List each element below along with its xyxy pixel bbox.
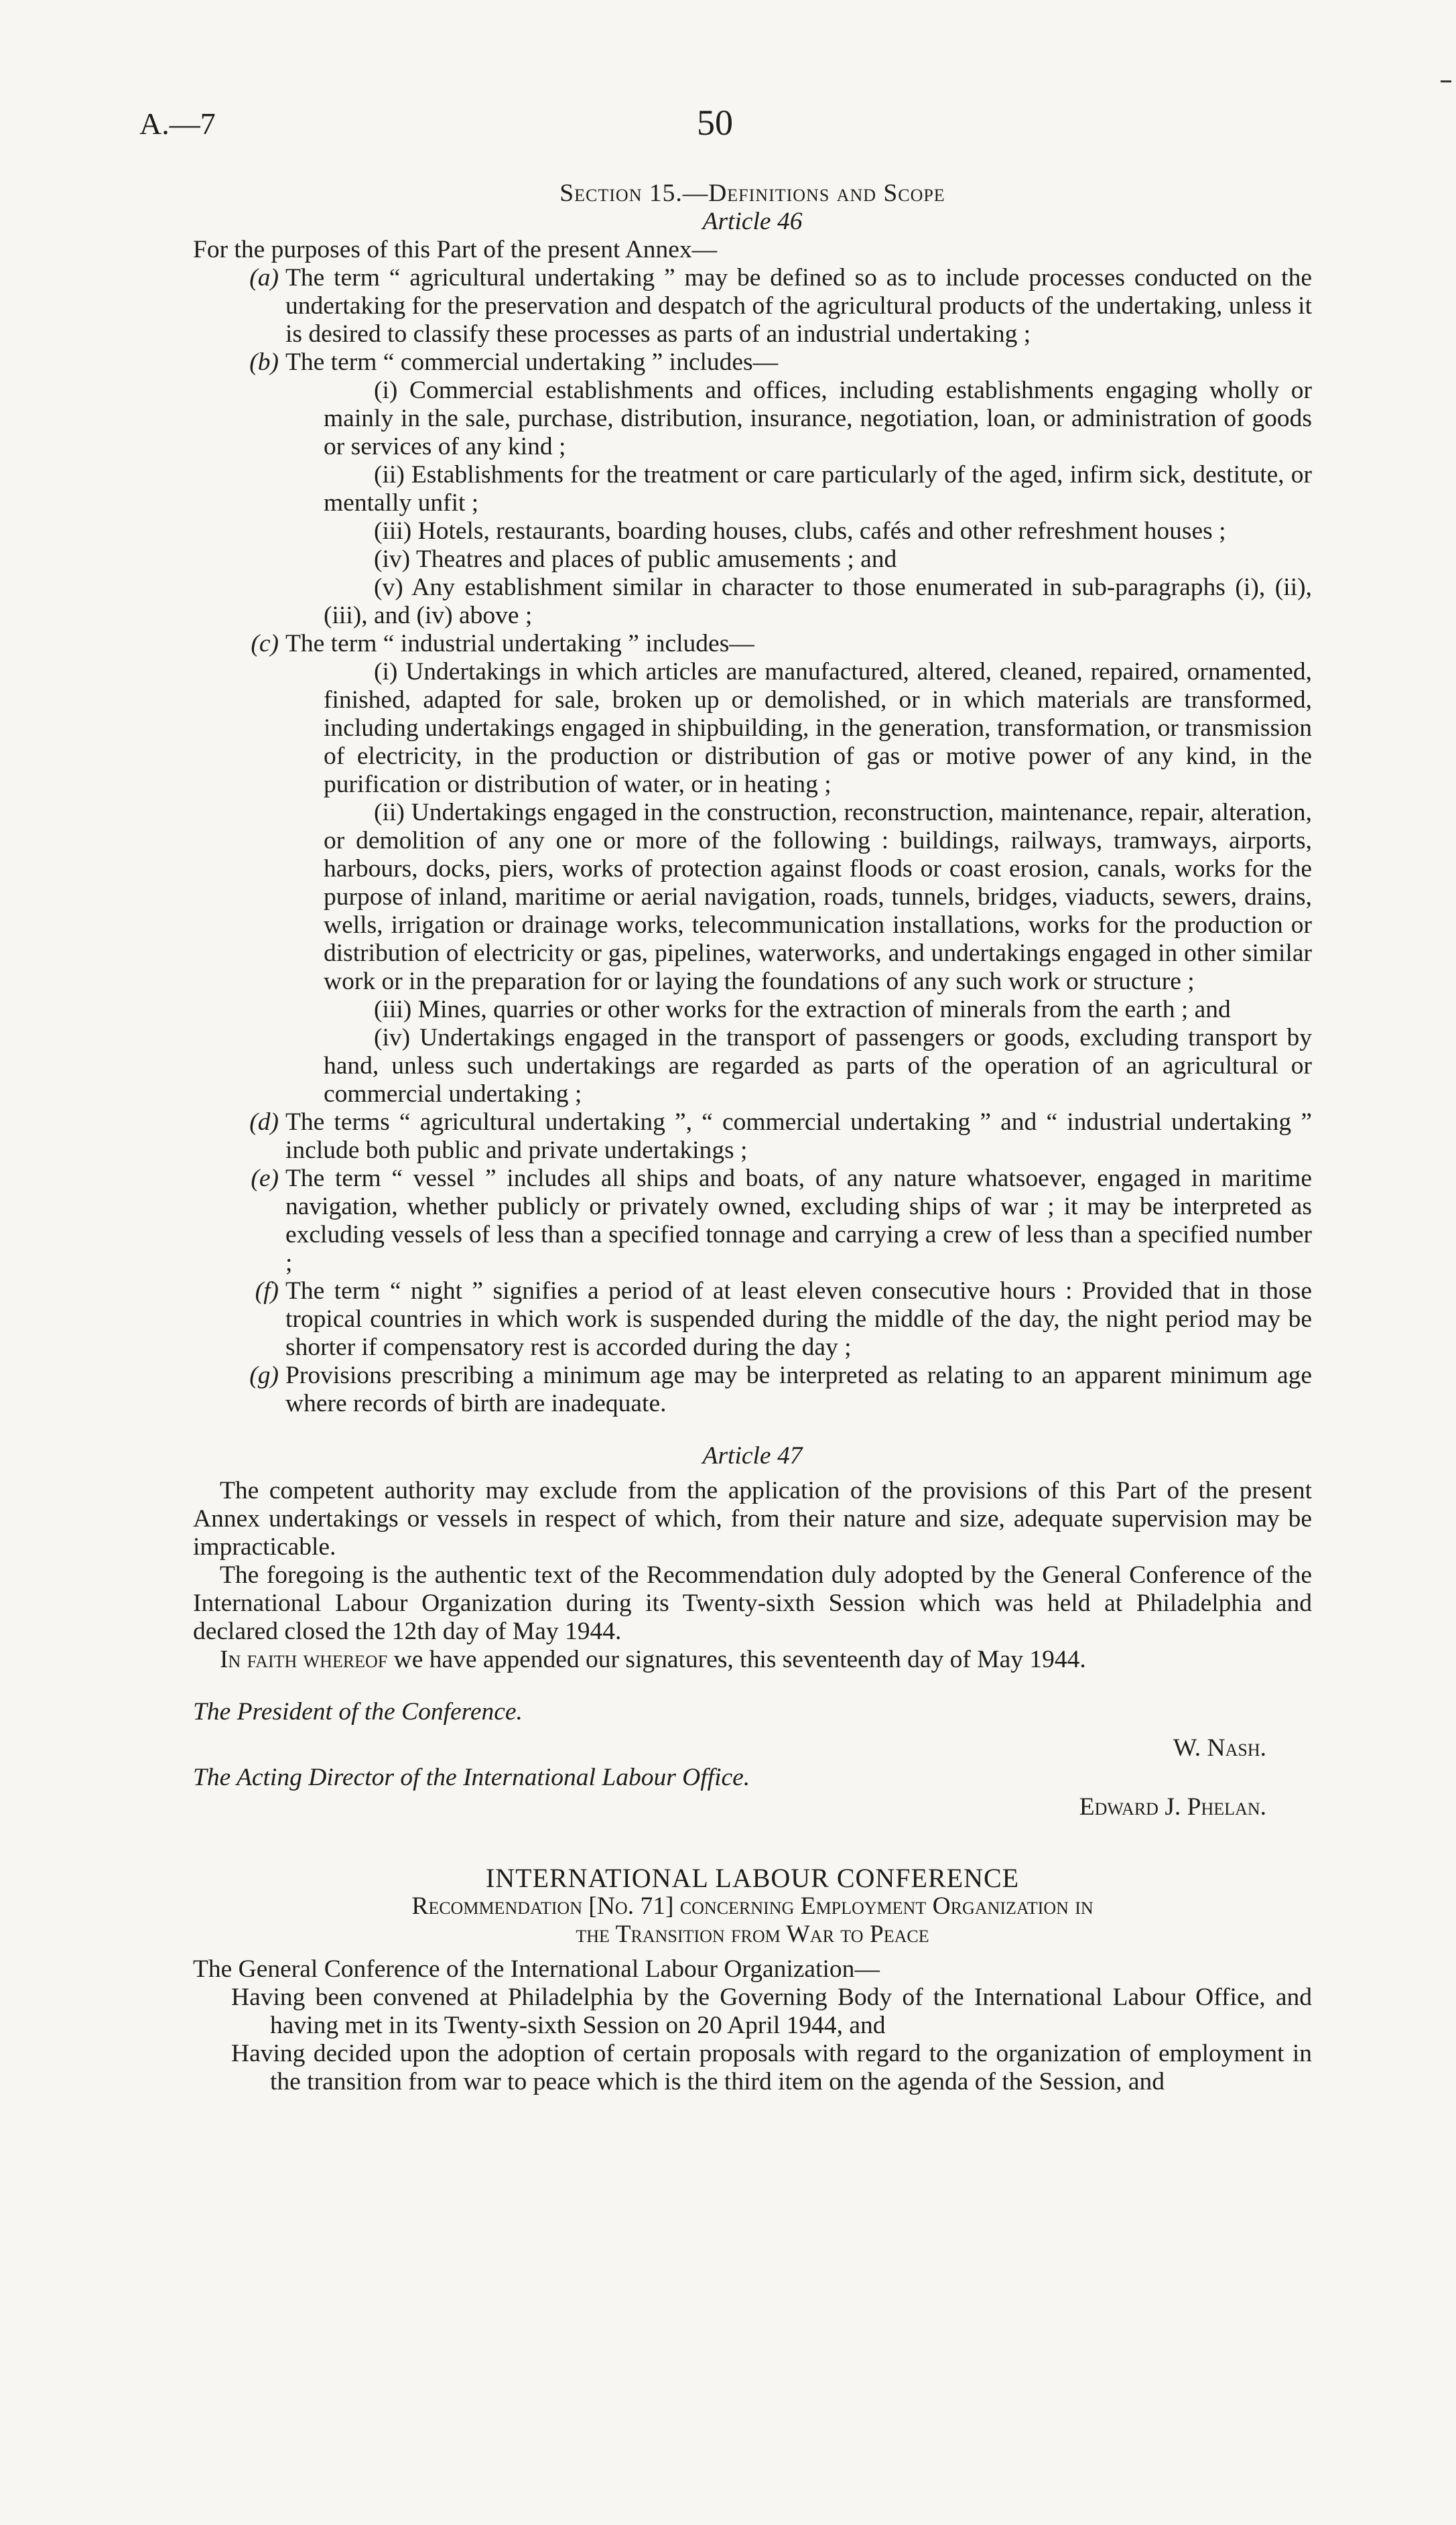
page-content	[193, 180, 1312, 2096]
clause-label: (c)	[251, 630, 279, 657]
subclause-b-iii: (iii) Hotels, restaurants, boarding houses, clubs, cafés and other refreshment houses ;	[374, 517, 1226, 545]
clause-label: (g)	[249, 1362, 279, 1389]
subclause-c-i: (i) Undertakings in which articles are manufactured, altered, cleaned, repaired, ornamented, finished, adapted for sale, broken up or demolished, or in which materials are transformed, including undertakings engaged in shipbuilding, in the generation, transformation, or transmission of electricity, in the production or distribution of gas or motive power of any kind, in the purification or distribution of water, or in heating ;	[324, 658, 1312, 798]
subclause-b-i: (i) Commercial establishments and offices, including establishments engaging wholly or mainly in the sale, purchase, distribution, insurance, negotiation, loan, or administration of goods or services of any kind ;	[324, 377, 1312, 460]
faith-rest: we have appended our signatures, this seventeenth day of May 1944.	[393, 1646, 1086, 1673]
article-47-text: The competent authority may exclude from the application of the provisions of this Part of the present Annex undertakings or vessels in respect of which, from their nature and size, adequate supervision may be impracticable.	[193, 1477, 1312, 1561]
subclause-c-iii: (iii) Mines, quarries or other works for the extraction of minerals from the earth ; and	[374, 996, 1231, 1023]
president-label: The President of the Conference.	[193, 1698, 523, 1726]
section-heading: Section 15.—Definitions and Scope	[559, 180, 945, 207]
preamble-paragraph-2: Having decided upon the adoption of certain proposals with regard to the organization of employment in the transition from war to peace which is the third item on the agenda of the Session, and	[231, 2040, 1312, 2095]
authentic-text-paragraph: The foregoing is the authentic text of the Recommendation duly adopted by the General Conference of the International Labour Organization during its Twenty-sixth Session which was held at Philadelphia and declared closed the 12th day of May 1944.	[193, 1561, 1312, 1645]
subclause-b-v: (v) Any establishment similar in character to those enumerated in sub-paragraphs (i), (ii), (iii), and (iv) above ;	[324, 574, 1312, 629]
clause-d	[193, 1108, 1312, 1165]
clause-label: (f)	[255, 1277, 279, 1305]
director-label: The Acting Director of the International Labour Office.	[193, 1764, 750, 1791]
clause-label: (e)	[251, 1165, 279, 1192]
clause-text: The term “ night ” signifies a period of at least eleven consecutive hours : Provided that in those tropical countries in which work is suspended during the middle of the day, the night period may be shorter if compensatory rest is accorded during the day ;	[285, 1277, 1312, 1361]
clause-f	[193, 1277, 1312, 1362]
president-name: W. Nash.	[1173, 1734, 1266, 1762]
conference-title: INTERNATIONAL LABOUR CONFERENCE	[485, 1863, 1020, 1893]
subclause-c-iv: (iv) Undertakings engaged in the transport of passengers or goods, excluding transport by hand, unless such undertakings are regarded as parts of the operation of an agricultural or commercial undertaking ;	[324, 1024, 1312, 1108]
recommendation-subtitle-line2: the Transition from War to Peace	[576, 1921, 929, 1948]
clause-g	[193, 1362, 1312, 1418]
clause-text: The term “ commercial undertaking ” includes—	[285, 348, 779, 376]
signature-president-name-row	[193, 1734, 1312, 1764]
clause-a	[193, 264, 1312, 348]
article-46-title: Article 46	[702, 208, 803, 235]
clause-label: (d)	[249, 1108, 279, 1136]
clause-label: (a)	[249, 264, 279, 292]
document-reference: A.—7	[139, 107, 216, 141]
section-intro: For the purposes of this Part of the present Annex—	[193, 236, 718, 263]
clause-e	[193, 1165, 1312, 1277]
signature-director-name-row	[193, 1793, 1312, 1829]
preamble-paragraph-1: Having been convened at Philadelphia by the Governing Body of the International Labour Office, and having met in its Twenty-sixth Session on 20 April 1944, and	[231, 1984, 1312, 2039]
subclause-b-iv: (iv) Theatres and places of public amusements ; and	[374, 545, 897, 573]
edge-mark	[1441, 80, 1451, 82]
subclause-c-ii: (ii) Undertakings engaged in the construction, reconstruction, maintenance, repair, alteration, or demolition of any one or more of the following : buildings, railways, tramways, airports, harbours, docks, piers, works of protection against floods or coast erosion, canals, works for the purpose of inland, maritime or aerial navigation, roads, tunnels, bridges, viaducts, sewers, drains, wells, irrigation or drainage works, telecommunication installations, works for the production or distribution of electricity or gas, pipelines, waterworks, and undertakings engaged in other similar work or in the preparation for or laying the foundations of any such work or structure ;	[324, 799, 1312, 995]
director-name: Edward J. Phelan.	[1079, 1793, 1266, 1821]
signature-president	[193, 1698, 1312, 1734]
page-number: 50	[697, 103, 733, 143]
clause-label: (b)	[249, 348, 279, 376]
clause-c	[193, 630, 1312, 658]
faith-lead: In faith whereof	[220, 1646, 388, 1673]
clause-text: The terms “ agricultural undertaking ”, “ commercial undertaking ” and “ industrial undertaking ” include both public and private undertakings ;	[285, 1108, 1312, 1164]
faith-paragraph	[193, 1646, 1312, 1674]
subclause-b-ii: (ii) Establishments for the treatment or care particularly of the aged, infirm sick, destitute, or mentally unfit ;	[324, 461, 1312, 517]
clause-text: Provisions prescribing a minimum age may be interpreted as relating to an apparent minimum age where records of birth are inadequate.	[285, 1362, 1312, 1417]
recommendation-subtitle-line1: Recommendation [No. 71] concerning Employment Organization in	[411, 1892, 1094, 1920]
article-47-title: Article 47	[702, 1442, 803, 1470]
clause-b	[193, 348, 1312, 377]
clause-text: The term “ industrial undertaking ” includes—	[285, 630, 754, 657]
conference-intro: The General Conference of the International Labour Organization—	[193, 1955, 880, 1983]
clause-text: The term “ vessel ” includes all ships and boats, of any nature whatsoever, engaged in maritime navigation, whether publicly or privately owned, excluding ships of war ; it may be interpreted as excluding vessels of less than a specified tonnage and carrying a crew of less than a specified number ;	[285, 1165, 1312, 1277]
clause-text: The term “ agricultural undertaking ” may be defined so as to include processes conducted on the undertaking for the preservation and despatch of the agricultural products of the undertaking, unless it is desired to classify these processes as parts of an industrial undertaking ;	[285, 264, 1312, 348]
